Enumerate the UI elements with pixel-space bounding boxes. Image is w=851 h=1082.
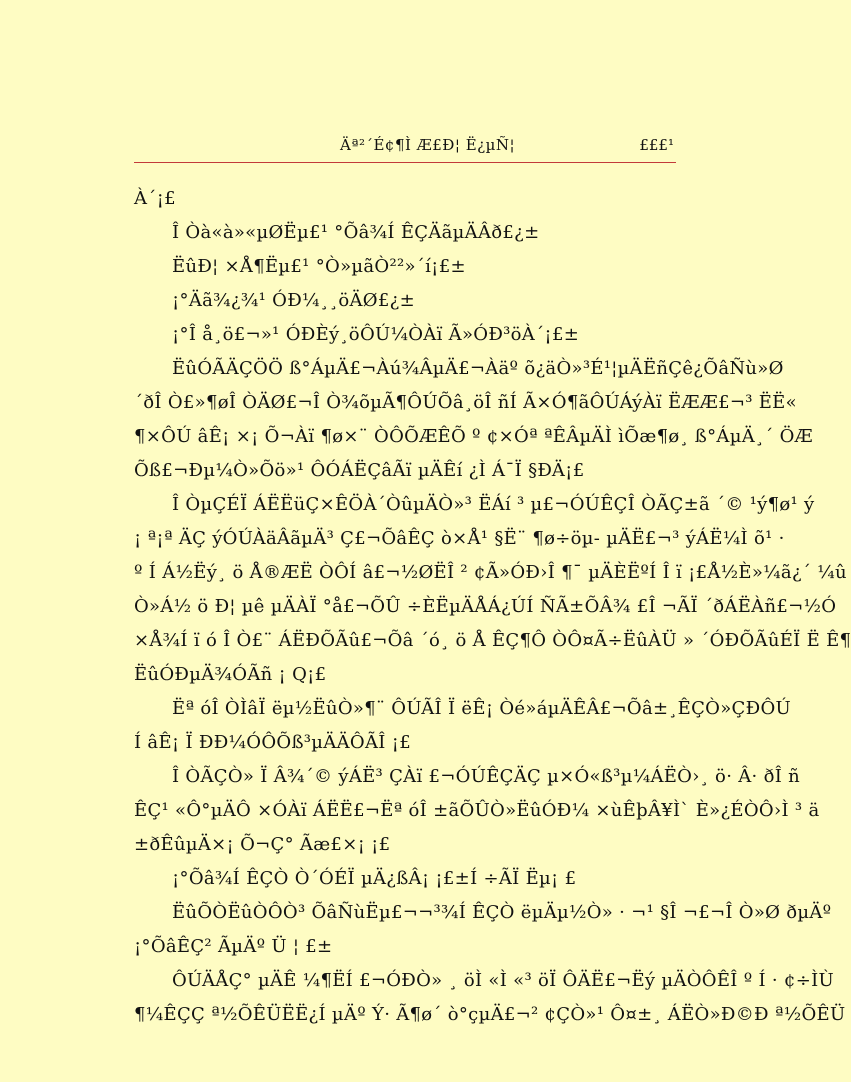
page-header <box>134 132 676 163</box>
text-line: ×Å¾Í ï ó Î Ò£¨ ÁËÐÕÃû£¬Õâ ´ó¸ ö Å ÊÇ¶Ô ÒÔ¤Ã÷ËûÀÜ » ´ÓÐÕÃûÉÏ Ë Ê¶ <box>134 630 851 651</box>
text-line: Ëª óÎ ÒÌâÏ ëµ½ËûÒ»¶¨ ÔÚÃÎ Ï ëÊ¡ Òé»áµÄÊÂ£¬Õâ±¸ÊÇÒ»ÇÐÔÚ <box>172 698 791 719</box>
text-line: ¡°ÕâÊÇ² ÃµÄº Ü ¦ £± <box>134 936 333 957</box>
text-line: ¡ ª¡ª ÄÇ ýÓÚÀäÂãµÄ³ Ç£¬ÕâÊÇ ò×Å¹ §Ë¨ ¶ø÷öµ- µÄË£¬³ ýÁË¼Ì õ¹ · <box>134 528 785 549</box>
text-line: ËûÓÃÄÇÖÖ ß°ÁµÄ£¬Àú¾ÂµÄ£¬Àäº õ¿äÒ»³É¹¦µÄËñÇê¿ÕâÑù»Ø <box>172 358 784 379</box>
text-line: ´ðÎ Ò£»¶øÎ ÒÄØ£¬Î Ò¾õµÃ¶ÔÚÕâ¸öÎ ñÍ Ã×Ó¶ãÔÚÁýÀï ËÆÆ£¬³ ËË« <box>134 392 797 413</box>
text-line: ËûÓÐµÄ¾ÓÃñ ¡ Q¡£ <box>134 664 327 685</box>
text-line: ¡°Î å¸ö£¬»¹ ÓÐÈý¸öÔÚ¼ÒÀï Ã»ÓÐ³öÀ´¡£± <box>172 324 580 345</box>
text-line: À´¡£ <box>134 188 176 209</box>
text-line: º Í Á½Ëý¸ ö Å®ÆË ÒÔÍ â£¬½ØËÎ ² ¢Ã»ÓÐ›Î ¶¯ µÄÈËºÍ Î ï ¡£Å½È»¼ã¿´ ¼û <box>134 562 847 583</box>
page-number: £££¹ <box>639 136 674 154</box>
text-line: ¡°Äã¾¿¾¹ ÓÐ¼¸¸öÄØ£¿± <box>172 290 415 311</box>
text-line: ËûÐ¦ ×Å¶Ëµ£¹ °Ò»µãÒ²²»´í¡£± <box>172 256 466 277</box>
text-line: Î Òà«à»«µØËµ£¹ °Õâ¾Í ÊÇÄãµÄÂð£¿± <box>172 222 540 243</box>
text-line: ¶×ÔÚ âÊ¡ ×¡ Õ¬Àï ¶ø×¨ ÒÔÕÆÊÕ º ¢×Óª ªÊÂµÄÌ ìÕæ¶ø¸ ß°ÁµÄ¸´ ÖÆ <box>134 426 813 447</box>
text-line: ËûÕÒËûÒÔÒ³ ÕâÑùËµ£¬¬³¾Í ÊÇÒ ëµÄµ½Ò» · ¬¹ §Î ¬£¬Î Ò»Ø ðµÄº <box>172 902 832 923</box>
text-line: ÔÚÄÅÇ° µÄÊ ¼¶ËÍ £¬ÓÐÒ» ¸ öÌ «Ì «³ öÏ ÔÄË£¬Ëý µÄÒÔÊÎ º Í · ¢÷ÌÙ <box>172 970 834 991</box>
body-text <box>134 182 851 1032</box>
text-line: ÊÇ¹ «Ô°µÄÔ ×ÓÀï ÁËË£¬Ëª óÎ ±ãÕÛÒ»ËûÓÐ¼ ×ùÊþÂ¥Ì` È»¿ÉÒÔ›Ì ³ ä <box>134 800 820 821</box>
text-line: ±ðÊûµÄ×¡ Õ¬Ç° Ãæ£×¡ ¡£ <box>134 834 391 855</box>
running-title: Äª²´É¢¶Ì Æ£Ð¦ Ë¿µÑ¦ <box>340 136 516 154</box>
text-line: Í âÊ¡ Ï ÐÐ¼ÓÔÕß³µÄÄÔÃÎ ¡£ <box>134 732 411 753</box>
text-line: Ò»Á½ ö Ð¦ µê µÄÀÏ °å£¬ÕÛ ÷ÈËµÄÅÁ¿ÚÍ ÑÃ±ÕÂ¾ £Î ¬ÃÏ ´ðÁËÀñ£¬½Ó <box>134 596 837 617</box>
text-line: Î ÒµÇÉÏ ÁËËüÇ×ÊÖÀ´ÒûµÄÒ»³ ËÁí ³ µ£¬ÓÚÊÇÎ ÒÃÇ±ã ´© ¹ý¶ø¹ ý <box>172 494 815 515</box>
text-line: ¡°Õâ¾Í ÊÇÒ Ò´ÓÉÏ µÄ¿ßÂ¡ ¡£±Í ÷ÃÏ Ëµ¡ £ <box>172 868 577 889</box>
text-line: Î ÒÃÇÒ» Ï Â¾´© ýÁË³ ÇÀï £¬ÓÚÊÇÄÇ µ×Ó«ß³µ¼ÁËÒ›¸ ö· Â· ðÎ ñ <box>172 766 801 787</box>
text-line: ¶¼ÊÇÇ ª½ÕÊÜËË¿Í µÄº Ý· Ã¶ø´ ò°çµÄ£¬² ¢ÇÒ»¹ Ô¤±¸ ÁËÒ»Ð©Ð ª½ÕÊÜ <box>134 1004 846 1025</box>
text-line: Õß£¬Ðµ¼Ò»Õö»¹ ÔÓÁËÇâÃï µÄÊí ¿Ì Á¯Ï §ÐÄ¡£ <box>134 460 585 481</box>
